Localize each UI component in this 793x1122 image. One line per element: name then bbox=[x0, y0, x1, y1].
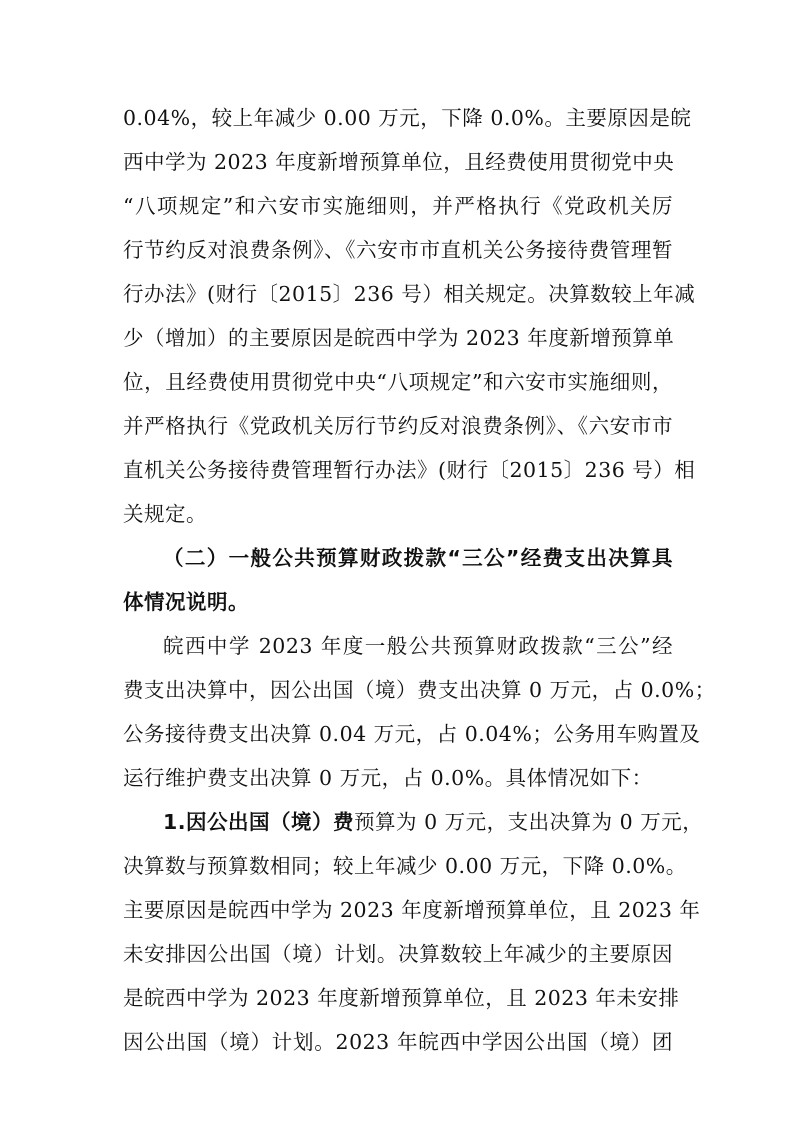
paragraph-line: 关规定。 bbox=[123, 502, 207, 526]
paragraph-line: 未安排因公出国（境）计划。决算数较上年减少的主要原因 bbox=[123, 942, 673, 966]
paragraph-line: 并严格执行《党政机关厉行节约反对浪费条例》、《六安市市 bbox=[123, 414, 673, 438]
section-heading: （二）一般公共预算财政拨款“三公”经费支出决算具 bbox=[163, 546, 673, 570]
paragraph-line: 决算数与预算数相同；较上年减少 0.00 万元，下降 0.0%。 bbox=[123, 854, 687, 878]
paragraph-line: 位，且经费使用贯彻党中央“八项规定”和六安市实施细则， bbox=[123, 370, 673, 394]
paragraph-line: 直机关公务接待费管理暂行办法》(财行〔2015〕236 号）相 bbox=[123, 458, 696, 482]
paragraph-line: 是皖西中学为 2023 年度新增预算单位，且 2023 年未安排 bbox=[123, 986, 680, 1010]
paragraph-line: 西中学为 2023 年度新增预算单位，且经费使用贯彻党中央 bbox=[123, 150, 675, 174]
item-text: 预算为 0 万元，支出决算为 0 万元， bbox=[354, 810, 704, 834]
paragraph-line: 行节约反对浪费条例》、《六安市市直机关公务接待费管理暂 bbox=[123, 238, 673, 262]
paragraph-line: 因公出国（境）计划。2023 年皖西中学因公出国（境）团 bbox=[123, 1030, 673, 1054]
item-lead: 1.因公出国（境）费 bbox=[163, 810, 355, 834]
paragraph-line: 少（增加）的主要原因是皖西中学为 2023 年度新增预算单 bbox=[123, 326, 675, 350]
paragraph-line: 主要原因是皖西中学为 2023 年度新增预算单位，且 2023 年 bbox=[123, 898, 701, 922]
paragraph-line: 0.04%，较上年减少 0.00 万元，下降 0.0%。主要原因是皖 bbox=[123, 106, 692, 130]
paragraph-line: 费支出决算中，因公出国（境）费支出决算 0 万元，占 0.0%； bbox=[123, 678, 716, 702]
paragraph-line: 行办法》(财行〔2015〕236 号）相关规定。决算数较上年减 bbox=[123, 282, 696, 306]
paragraph-line bbox=[163, 802, 704, 842]
paragraph-line: 运行维护费支出决算 0 万元，占 0.0%。具体情况如下： bbox=[123, 766, 653, 790]
section-heading: 体情况说明。 bbox=[123, 590, 249, 614]
paragraph-line: “八项规定”和六安市实施细则，并严格执行《党政机关厉 bbox=[123, 194, 673, 218]
paragraph-line: 公务接待费支出决算 0.04 万元，占 0.04%；公务用车购置及 bbox=[123, 722, 701, 746]
paragraph-line: 皖西中学 2023 年度一般公共预算财政拨款“三公”经 bbox=[163, 634, 673, 658]
